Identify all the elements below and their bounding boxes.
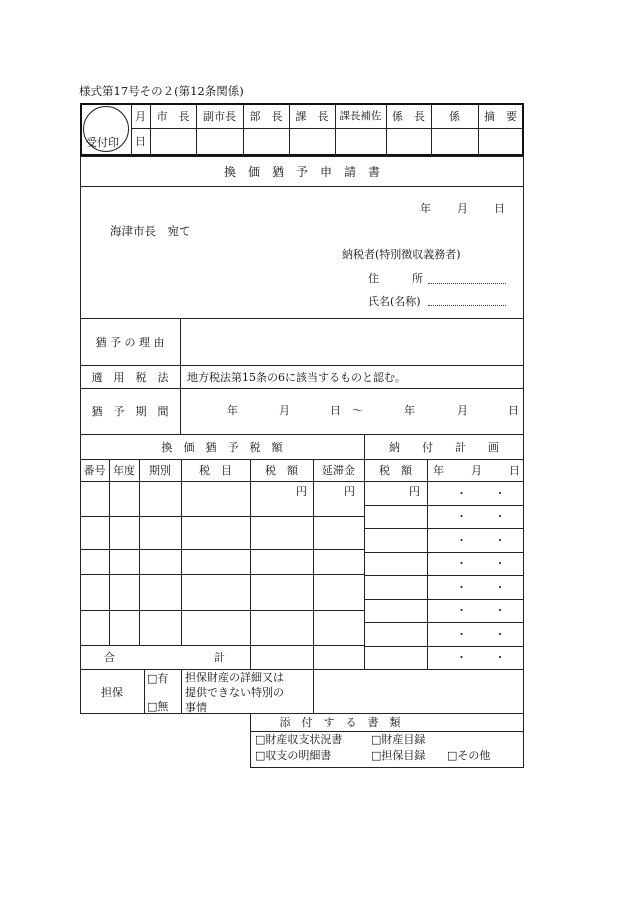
late-fee-yen: 円 xyxy=(344,485,355,498)
attachment-collateral-list[interactable]: □担保目録 xyxy=(371,749,426,762)
day-label: 日 xyxy=(135,135,146,148)
amount-section-title: 換 価 猶 予 税 額 xyxy=(161,440,283,454)
period-from-month: 月 xyxy=(279,404,290,417)
period-from-day: 日 xyxy=(330,404,341,417)
plan-row-6-dots: ・ ・ xyxy=(456,604,506,617)
col-tax-amount: 税 額 xyxy=(265,464,298,477)
plan-section-title: 納 付 計 画 xyxy=(389,440,499,454)
period-tilde: ～ xyxy=(352,404,363,417)
reason-label: 猶 予 の 理 由 xyxy=(95,335,165,349)
plan-row-4-dots: ・ ・ xyxy=(456,557,506,570)
plan-row-1-dots: ・ ・ xyxy=(456,487,506,500)
period-to-year: 年 xyxy=(404,404,415,417)
law-label: 適 用 税 法 xyxy=(91,370,169,384)
period-label: 猶 予 期 間 xyxy=(91,405,169,418)
approval-header-mayor: 市 長 xyxy=(156,109,190,123)
plan-row-5-dots: ・ ・ xyxy=(456,581,506,594)
total-label-right: 計 xyxy=(214,651,225,664)
date-year: 年 xyxy=(420,202,431,215)
month-label: 月 xyxy=(135,109,146,123)
attachment-financial-status[interactable]: □財産収支状況書 xyxy=(255,733,343,746)
col-late-fee: 延滞金 xyxy=(322,464,355,477)
address-label: 住 所 xyxy=(368,272,423,285)
applicant-heading: 納税者(特別徴収義務者) xyxy=(342,248,461,261)
attachments-title: 添 付 す る 書 類 xyxy=(279,716,401,729)
col-tax-item: 税 目 xyxy=(199,464,232,477)
attachment-other[interactable]: □その他 xyxy=(447,749,491,762)
approval-header-remarks: 摘 要 xyxy=(484,109,517,123)
col-year: 年度 xyxy=(113,464,135,477)
collateral-detail-label-3: 事情 xyxy=(185,701,207,714)
plan-col-year: 年 xyxy=(433,464,444,477)
document-title: 換 価 猶 予 申 請 書 xyxy=(223,164,380,179)
approval-header-subsection-chief: 係 長 xyxy=(392,109,425,123)
plan-col-day: 日 xyxy=(509,464,520,477)
date-day: 日 xyxy=(494,202,505,215)
plan-col-amount: 税 額 xyxy=(379,464,412,477)
collateral-detail-label-1: 担保財産の詳細又は xyxy=(185,671,284,684)
address-field[interactable] xyxy=(428,283,506,284)
period-to-day: 日 xyxy=(508,404,519,417)
period-to-month: 月 xyxy=(457,404,468,417)
collateral-option-yes[interactable]: □有 xyxy=(147,672,169,685)
total-label-left: 合 xyxy=(104,651,115,664)
approval-header-assistant-chief: 課長補佐 xyxy=(339,109,382,122)
law-value: 地方税法第15条の6に該当するものと認む。 xyxy=(187,371,406,384)
collateral-detail-label-2: 提供できない特別の xyxy=(185,686,284,699)
collateral-option-no[interactable]: □無 xyxy=(147,700,169,713)
approval-header-deputy-mayor: 副市長 xyxy=(203,109,236,123)
name-label: 氏名(名称) xyxy=(368,295,421,308)
date-month: 月 xyxy=(457,202,468,215)
approval-header-staff: 係 xyxy=(449,109,460,123)
tax-amount-yen: 円 xyxy=(296,485,307,498)
approval-header-director: 部 長 xyxy=(249,109,283,123)
plan-amount-yen: 円 xyxy=(409,485,420,498)
plan-row-8-dots: ・ ・ xyxy=(456,651,506,664)
form-caption: 様式第17号その２(第12条関係) xyxy=(79,84,244,98)
attachment-income-details[interactable]: □収支の明細書 xyxy=(255,749,332,762)
plan-row-7-dots: ・ ・ xyxy=(456,628,506,641)
col-number: 番号 xyxy=(83,464,106,477)
plan-row-2-dots: ・ ・ xyxy=(456,510,506,523)
approval-header-section-chief: 課 長 xyxy=(295,109,329,123)
col-period: 期別 xyxy=(149,464,171,477)
plan-row-3-dots: ・ ・ xyxy=(456,534,506,547)
collateral-label: 担保 xyxy=(101,685,123,699)
addressee: 海津市長 宛て xyxy=(110,224,191,238)
name-field[interactable] xyxy=(428,305,506,306)
plan-col-month: 月 xyxy=(471,464,482,477)
attachment-asset-list[interactable]: □財産目録 xyxy=(371,733,426,746)
reception-stamp-label: 受付印 xyxy=(86,136,119,149)
period-from-year: 年 xyxy=(227,404,238,417)
